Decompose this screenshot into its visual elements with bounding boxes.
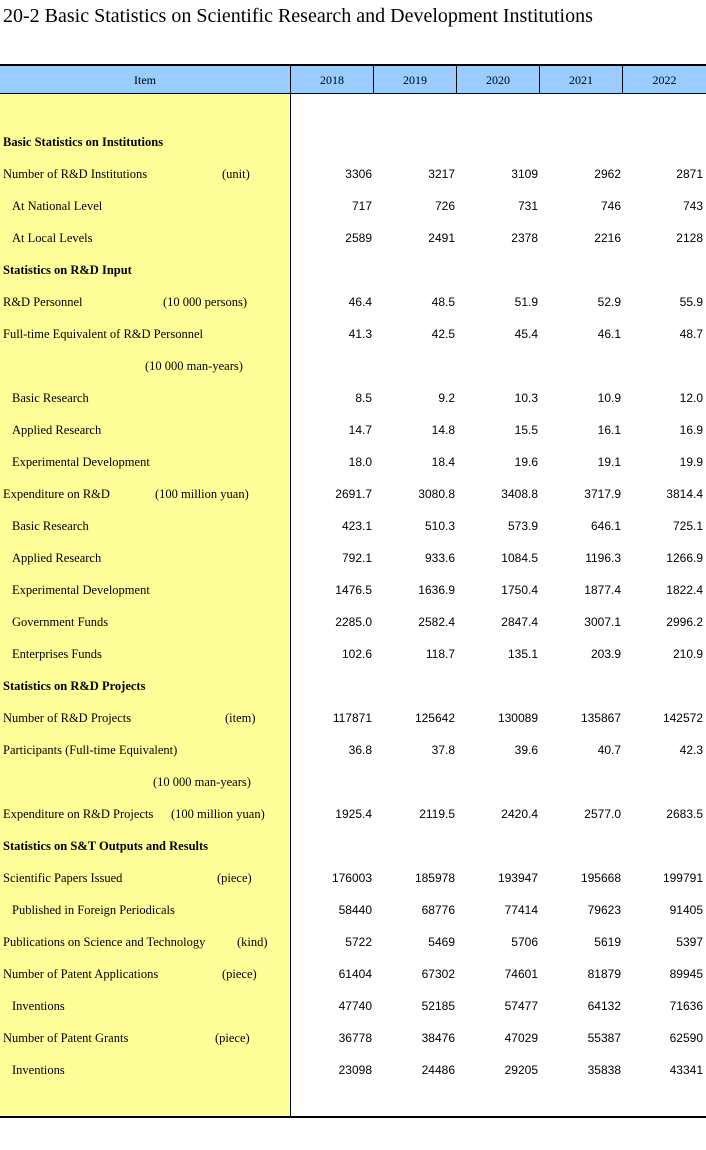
value-cell-2021: 10.9 [597, 391, 621, 405]
value-cell-2022: 16.9 [679, 423, 703, 437]
value-cell-2022: 89945 [669, 967, 703, 981]
table-row [0, 478, 706, 510]
value-cell-2022: 42.3 [679, 743, 703, 757]
value-cell-2022: 5397 [676, 935, 703, 949]
value-cell-2018: 792.1 [341, 551, 372, 565]
value-cell-2018: 8.5 [355, 391, 372, 405]
value-cell-2018: 717 [351, 199, 372, 213]
value-cell-2021: 19.1 [597, 455, 621, 469]
value-cell-2018: 18.0 [348, 455, 372, 469]
value-cell-2022: 48.7 [679, 327, 703, 341]
table-row [0, 926, 706, 958]
value-cell-2018: 23098 [338, 1063, 372, 1077]
row-label: Basic Research [12, 391, 89, 405]
value-cell-2022: 2128 [676, 231, 703, 245]
value-cell-2021: 2577.0 [584, 807, 621, 821]
table-row [0, 990, 706, 1022]
table-row [0, 222, 706, 254]
header-item: Item [134, 73, 156, 87]
value-cell-2019: 185978 [414, 871, 455, 885]
value-cell-2019: 67302 [421, 967, 455, 981]
value-cell-2020: 3109 [511, 167, 538, 181]
row-label: Number of R&D Projects [3, 711, 132, 725]
row-label: Experimental Development [12, 455, 150, 469]
value-cell-2019: 52185 [421, 999, 455, 1013]
table-row [0, 702, 706, 734]
value-cell-2018: 102.6 [341, 647, 372, 661]
row-unit: (piece) [217, 871, 252, 885]
value-cell-2019: 38476 [421, 1031, 455, 1045]
value-cell-2020: 2378 [511, 231, 538, 245]
value-cell-2020: 2847.4 [501, 615, 538, 629]
value-cell-2020: 3408.8 [501, 487, 538, 501]
value-cell-2022: 12.0 [679, 391, 703, 405]
value-cell-2021: 79623 [587, 903, 621, 917]
value-cell-2019: 1636.9 [418, 583, 455, 597]
row-label: Experimental Development [12, 583, 150, 597]
row-unit: (100 million yuan) [155, 487, 249, 501]
value-cell-2019: 3217 [428, 167, 455, 181]
value-cell-2021: 81879 [587, 967, 621, 981]
section-heading-row [0, 254, 706, 286]
value-cell-2021: 40.7 [597, 743, 621, 757]
row-label: Publications on Science and Technology [3, 935, 206, 949]
value-cell-2018: 2589 [345, 231, 372, 245]
value-cell-2019: 933.6 [424, 551, 455, 565]
section-heading-row [0, 670, 706, 702]
value-cell-2019: 2119.5 [419, 807, 455, 821]
table-row [0, 158, 706, 190]
row-label: Scientific Papers Issued [3, 871, 123, 885]
value-cell-2018: 61404 [338, 967, 372, 981]
table-row [0, 574, 706, 606]
value-cell-2022: 91405 [669, 903, 703, 917]
value-cell-2021: 52.9 [597, 295, 621, 309]
value-cell-2022: 725.1 [672, 519, 703, 533]
row-label: Expenditure on R&D Projects [3, 807, 154, 821]
value-cell-2022: 2996.2 [666, 615, 703, 629]
value-cell-2022: 2871 [676, 167, 703, 181]
value-cell-2019: 510.3 [424, 519, 455, 533]
table-row [0, 286, 706, 318]
value-cell-2020: 19.6 [514, 455, 538, 469]
header-year-2021: 2021 [569, 73, 593, 87]
value-cell-2018: 1925.4 [335, 807, 372, 821]
value-cell-2020: 45.4 [514, 327, 538, 341]
value-cell-2018: 1476.5 [335, 583, 372, 597]
row-label: Inventions [12, 999, 65, 1013]
value-cell-2022: 743 [682, 199, 703, 213]
table-row [0, 638, 706, 670]
row-label: Applied Research [12, 551, 102, 565]
value-cell-2022: 55.9 [679, 295, 703, 309]
value-cell-2021: 203.9 [590, 647, 621, 661]
value-cell-2022: 199791 [662, 871, 703, 885]
value-cell-2018: 36778 [338, 1031, 372, 1045]
value-cell-2018: 5722 [345, 935, 372, 949]
row-unit: (10 000 persons) [163, 295, 248, 309]
value-cell-2020: 47029 [504, 1031, 538, 1045]
value-cell-2020: 130089 [497, 711, 538, 725]
value-cell-2021: 1196.3 [585, 551, 621, 565]
value-cell-2020: 2420.4 [501, 807, 538, 821]
value-cell-2020: 5706 [511, 935, 538, 949]
value-cell-2021: 2962 [594, 167, 621, 181]
value-cell-2019: 18.4 [431, 455, 455, 469]
section-heading-row [0, 126, 706, 158]
value-cell-2022: 210.9 [672, 647, 703, 661]
table-row [0, 350, 706, 382]
row-label: Published in Foreign Periodicals [12, 903, 175, 917]
value-cell-2019: 24486 [421, 1063, 455, 1077]
value-cell-2021: 195668 [580, 871, 621, 885]
value-cell-2021: 1877.4 [584, 583, 621, 597]
value-cell-2021: 16.1 [597, 423, 621, 437]
value-cell-2018: 41.3 [348, 327, 372, 341]
value-cell-2019: 48.5 [431, 295, 455, 309]
value-cell-2020: 15.5 [514, 423, 538, 437]
value-cell-2018: 3306 [345, 167, 372, 181]
table-row [0, 734, 706, 766]
value-cell-2019: 3080.8 [418, 487, 455, 501]
value-cell-2019: 726 [434, 199, 455, 213]
value-cell-2022: 1266.9 [666, 551, 703, 565]
row-label: Expenditure on R&D [3, 487, 110, 501]
value-cell-2020: 57477 [504, 999, 538, 1013]
header-year-2019: 2019 [403, 73, 427, 87]
table-row [0, 798, 706, 830]
value-cell-2022: 71636 [669, 999, 703, 1013]
value-cell-2021: 135867 [580, 711, 621, 725]
row-label: Enterprises Funds [12, 647, 102, 661]
row-unit: (100 million yuan) [171, 807, 265, 821]
table-row [0, 318, 706, 350]
value-cell-2020: 1084.5 [501, 551, 538, 565]
value-cell-2020: 193947 [497, 871, 538, 885]
value-cell-2022: 1822.4 [666, 583, 703, 597]
header-year-2022: 2022 [652, 73, 677, 87]
value-cell-2019: 118.7 [425, 647, 455, 661]
value-cell-2018: 176003 [331, 871, 372, 885]
row-label: At Local Levels [12, 231, 93, 245]
value-cell-2020: 29205 [504, 1063, 538, 1077]
row-unit: (item) [225, 711, 256, 725]
value-cell-2021: 46.1 [597, 327, 621, 341]
value-cell-2019: 2582.4 [418, 615, 455, 629]
value-cell-2019: 9.2 [438, 391, 455, 405]
value-cell-2020: 77414 [504, 903, 538, 917]
table-header [0, 64, 706, 94]
table-row [0, 958, 706, 990]
value-cell-2022: 43341 [669, 1063, 703, 1077]
row-unit: (piece) [215, 1031, 250, 1045]
value-cell-2022: 142572 [662, 711, 703, 725]
value-cell-2021: 55387 [587, 1031, 621, 1045]
row-unit: (kind) [237, 935, 268, 949]
row-unit: (10 000 man-years) [153, 775, 251, 789]
value-cell-2018: 47740 [338, 999, 372, 1013]
value-cell-2019: 14.8 [431, 423, 455, 437]
value-cell-2021: 64132 [587, 999, 621, 1013]
value-cell-2018: 2691.7 [335, 487, 372, 501]
row-label: At National Level [12, 199, 103, 213]
section-heading: Statistics on R&D Input [3, 263, 132, 277]
value-cell-2020: 573.9 [507, 519, 538, 533]
value-cell-2020: 1750.4 [501, 583, 538, 597]
value-cell-2019: 37.8 [431, 743, 455, 757]
value-cell-2021: 5619 [594, 935, 621, 949]
section-heading-row [0, 830, 706, 862]
value-cell-2021: 35838 [587, 1063, 621, 1077]
value-cell-2019: 42.5 [431, 327, 455, 341]
value-cell-2021: 746 [600, 199, 621, 213]
table-row [0, 1054, 706, 1086]
table-row [0, 414, 706, 446]
value-cell-2021: 2216 [594, 231, 621, 245]
row-label: Full-time Equivalent of R&D Personnel [3, 327, 203, 341]
value-cell-2022: 62590 [669, 1031, 703, 1045]
row-label: R&D Personnel [3, 295, 83, 309]
value-cell-2019: 2491 [428, 231, 455, 245]
table-row [0, 446, 706, 478]
table-row [0, 510, 706, 542]
value-cell-2022: 19.9 [679, 455, 703, 469]
value-cell-2020: 135.1 [507, 647, 538, 661]
value-cell-2022: 3814.4 [666, 487, 703, 501]
value-cell-2018: 2285.0 [335, 615, 372, 629]
value-cell-2020: 39.6 [514, 743, 538, 757]
value-cell-2020: 731 [517, 199, 538, 213]
table-row [0, 190, 706, 222]
row-label: Basic Research [12, 519, 89, 533]
header-year-2020: 2020 [486, 73, 510, 87]
bottom-rule [0, 1116, 706, 1118]
value-cell-2020: 74601 [504, 967, 538, 981]
value-cell-2020: 10.3 [514, 391, 538, 405]
value-cell-2021: 3717.9 [584, 487, 621, 501]
table-row [0, 766, 706, 798]
table-row [0, 1022, 706, 1054]
value-cell-2018: 117871 [332, 711, 372, 725]
header-year-2018: 2018 [320, 73, 344, 87]
table-row [0, 542, 706, 574]
value-cell-2022: 2683.5 [666, 807, 703, 821]
table-row [0, 382, 706, 414]
row-label: Participants (Full-time Equivalent) [3, 743, 178, 757]
section-heading: Basic Statistics on Institutions [3, 135, 164, 149]
row-label: Number of Patent Applications [3, 967, 159, 981]
row-unit: (10 000 man-years) [145, 359, 243, 373]
row-label: Government Funds [12, 615, 109, 629]
table-row [0, 862, 706, 894]
row-label: Inventions [12, 1063, 65, 1077]
value-cell-2018: 46.4 [348, 295, 372, 309]
row-label: Number of Patent Grants [3, 1031, 129, 1045]
row-unit: (unit) [222, 167, 250, 181]
value-cell-2019: 125642 [414, 711, 455, 725]
row-label: Applied Research [12, 423, 102, 437]
value-cell-2021: 3007.1 [584, 615, 621, 629]
value-cell-2018: 58440 [338, 903, 372, 917]
table-row [0, 606, 706, 638]
value-cell-2018: 36.8 [348, 743, 372, 757]
table-row [0, 894, 706, 926]
row-label: Number of R&D Institutions [3, 167, 148, 181]
value-cell-2018: 14.7 [348, 423, 372, 437]
value-cell-2021: 646.1 [590, 519, 621, 533]
row-unit: (piece) [222, 967, 257, 981]
value-cell-2020: 51.9 [514, 295, 538, 309]
section-heading: Statistics on R&D Projects [3, 679, 146, 693]
section-heading: Statistics on S&T Outputs and Results [3, 839, 209, 853]
value-cell-2018: 423.1 [341, 519, 372, 533]
page-title: 20-2 Basic Statistics on Scientific Research and Development Institutions [3, 5, 593, 27]
value-cell-2019: 68776 [421, 903, 455, 917]
value-cell-2019: 5469 [428, 935, 455, 949]
